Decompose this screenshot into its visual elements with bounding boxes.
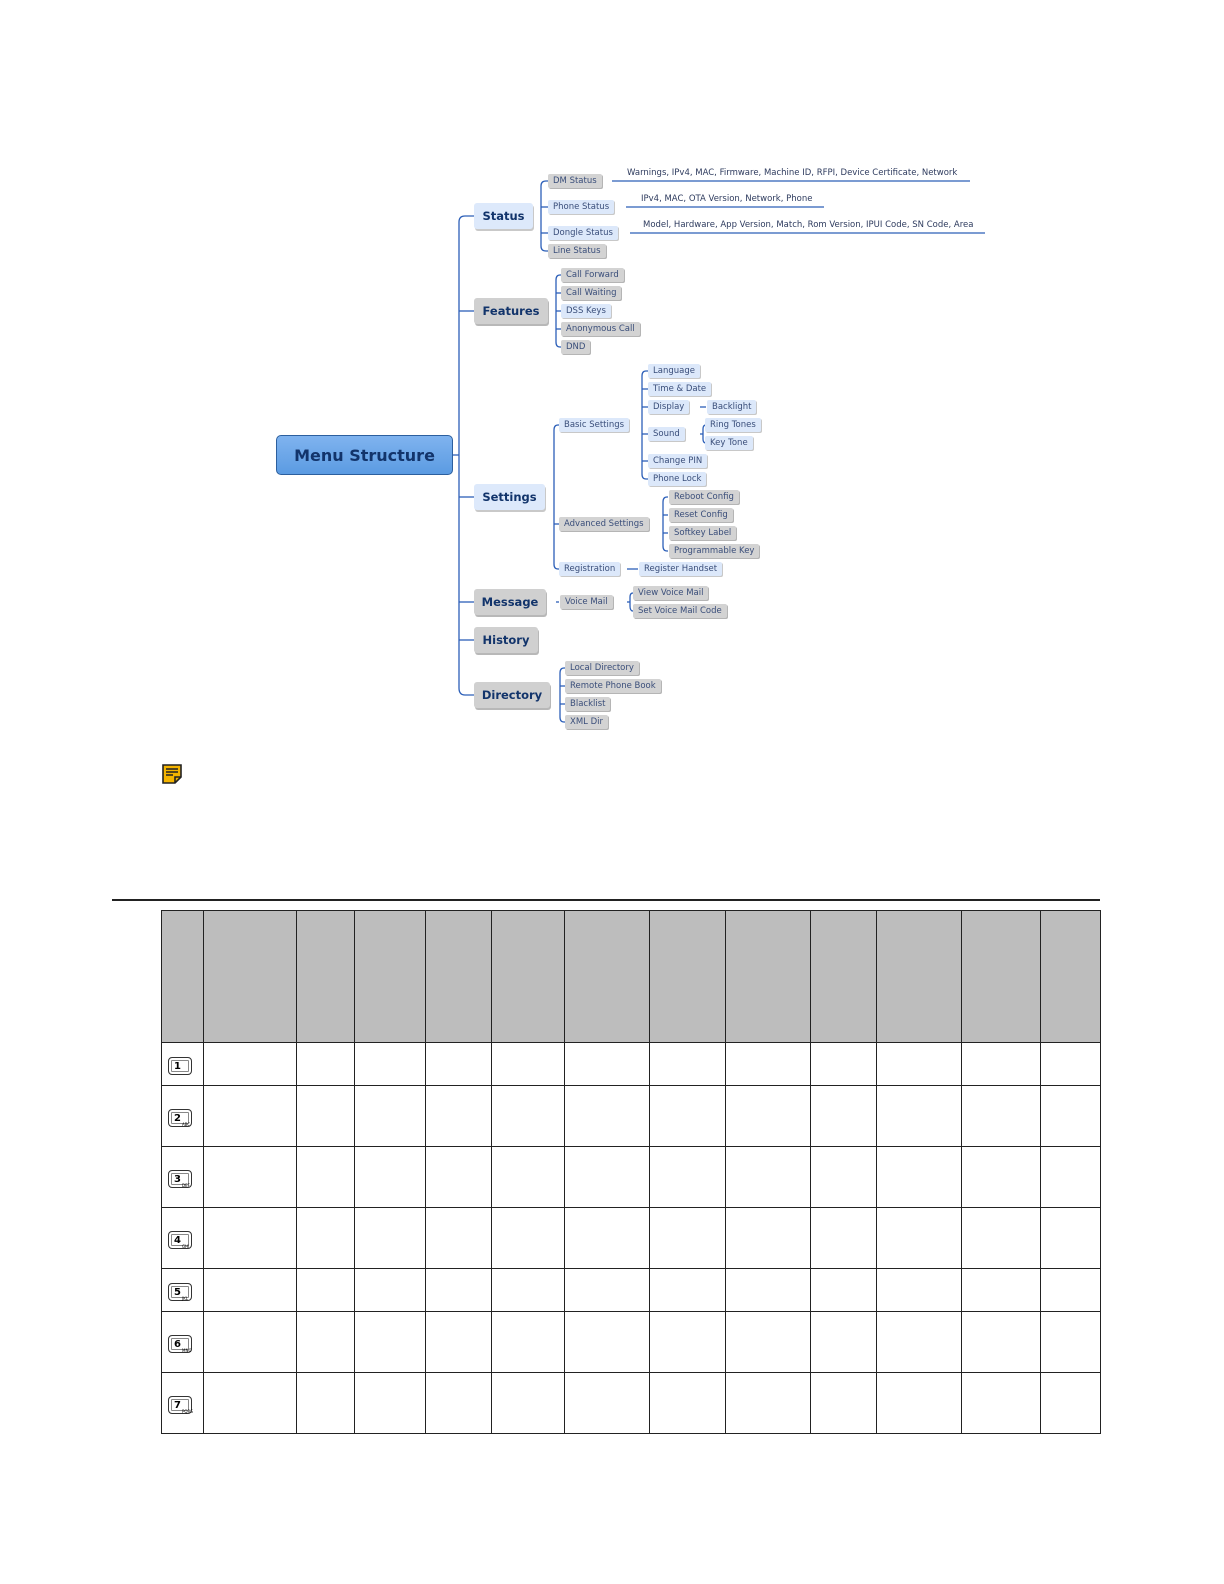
table-cell <box>426 1086 492 1147</box>
menu-structure-mindmap <box>0 0 1224 760</box>
table-cell <box>297 1043 355 1086</box>
node-local-directory: Local Directory <box>565 661 639 675</box>
table-cell <box>726 1373 811 1434</box>
table-row <box>162 1373 1101 1434</box>
node-status: Status <box>474 203 533 229</box>
keypad-key-1-icon <box>168 1057 192 1075</box>
table-cell <box>877 1147 962 1208</box>
node-voice-mail: Voice Mail <box>560 595 613 609</box>
table-row <box>162 1043 1101 1086</box>
header-cell <box>565 911 650 1043</box>
node-softkey-label: Softkey Label <box>669 526 736 540</box>
table-row <box>162 1147 1101 1208</box>
node-set-voice-mail-code: Set Voice Mail Code <box>633 604 727 618</box>
header-cell <box>204 911 297 1043</box>
phone-status-details: IPv4, MAC, OTA Version, Network, Phone <box>641 194 813 204</box>
keypad-table <box>161 910 1101 1434</box>
table-cell <box>426 1269 492 1312</box>
table-cell <box>565 1312 650 1373</box>
header-cell <box>962 911 1041 1043</box>
table-cell <box>204 1208 297 1269</box>
node-reset-config: Reset Config <box>669 508 733 522</box>
node-directory: Directory <box>474 682 550 708</box>
key-cell <box>162 1043 204 1086</box>
node-call-forward: Call Forward <box>561 268 624 282</box>
keypad-key-2-icon <box>168 1109 192 1127</box>
table-cell <box>1041 1373 1101 1434</box>
table-row <box>162 1269 1101 1312</box>
dm-status-details: Warnings, IPv4, MAC, Firmware, Machine ID, RFPI, Device Certificate, Network <box>627 168 958 178</box>
table-cell <box>492 1147 565 1208</box>
table-cell <box>297 1312 355 1373</box>
header-cell <box>162 911 204 1043</box>
table-cell <box>204 1086 297 1147</box>
table-cell <box>355 1043 426 1086</box>
node-advanced-settings: Advanced Settings <box>559 517 649 531</box>
node-remote-phone-book: Remote Phone Book <box>565 679 661 693</box>
node-backlight: Backlight <box>707 400 756 414</box>
mindmap-connectors <box>0 0 1224 760</box>
table-cell <box>650 1269 726 1312</box>
node-basic-settings: Basic Settings <box>559 418 629 432</box>
header-cell <box>811 911 877 1043</box>
keypad-key-5-icon <box>168 1283 192 1301</box>
node-time-date: Time & Date <box>648 382 711 396</box>
table-cell <box>565 1208 650 1269</box>
table-cell <box>204 1147 297 1208</box>
key-cell <box>162 1312 204 1373</box>
key-letters: MNO <box>182 1347 192 1353</box>
table-cell <box>726 1147 811 1208</box>
node-sound: Sound <box>648 427 685 441</box>
table-cell <box>355 1373 426 1434</box>
node-dongle-status: Dongle Status <box>548 226 618 240</box>
table-row <box>162 1312 1101 1373</box>
table-cell <box>726 1208 811 1269</box>
table-cell <box>492 1086 565 1147</box>
header-cell <box>650 911 726 1043</box>
node-anonymous-call: Anonymous Call <box>561 322 640 336</box>
keypad-key-3-icon <box>168 1170 192 1188</box>
table-cell <box>297 1269 355 1312</box>
table-cell <box>492 1043 565 1086</box>
keypad-key-4-icon <box>168 1231 192 1249</box>
table-cell <box>877 1208 962 1269</box>
table-cell <box>962 1208 1041 1269</box>
table-cell <box>426 1043 492 1086</box>
table-cell <box>1041 1086 1101 1147</box>
node-ring-tones: Ring Tones <box>705 418 761 432</box>
key-letters: PQRS <box>182 1408 193 1414</box>
table-cell <box>355 1147 426 1208</box>
table-cell <box>877 1043 962 1086</box>
note-icon <box>161 764 183 784</box>
node-call-waiting: Call Waiting <box>561 286 621 300</box>
table-cell <box>355 1269 426 1312</box>
table-cell <box>1041 1043 1101 1086</box>
node-settings: Settings <box>474 484 545 510</box>
node-history: History <box>474 627 538 653</box>
node-registration: Registration <box>559 562 620 576</box>
table-cell <box>962 1147 1041 1208</box>
key-cell <box>162 1373 204 1434</box>
node-programmable-key: Programmable Key <box>669 544 759 558</box>
node-xml-dir: XML Dir <box>565 715 608 729</box>
table-cell <box>811 1373 877 1434</box>
table-cell <box>1041 1312 1101 1373</box>
table-cell <box>565 1269 650 1312</box>
key-letters: GHI <box>182 1243 190 1249</box>
table-cell <box>962 1086 1041 1147</box>
table-cell <box>877 1086 962 1147</box>
key-letters: DEF <box>182 1182 190 1188</box>
table-cell <box>726 1312 811 1373</box>
header-cell <box>355 911 426 1043</box>
table-cell <box>492 1269 565 1312</box>
header-cell <box>1041 911 1101 1043</box>
key-digit: 1 <box>174 1060 181 1072</box>
table-row <box>162 1208 1101 1269</box>
table-cell <box>565 1086 650 1147</box>
table-cell <box>811 1269 877 1312</box>
node-dm-status: DM Status <box>548 174 602 188</box>
key-digit: 3 <box>174 1173 181 1185</box>
table-cell <box>650 1043 726 1086</box>
table-cell <box>811 1147 877 1208</box>
header-cell <box>426 911 492 1043</box>
table-cell <box>811 1208 877 1269</box>
node-features: Features <box>474 298 548 324</box>
node-reboot-config: Reboot Config <box>669 490 739 504</box>
key-cell <box>162 1208 204 1269</box>
table-cell <box>355 1086 426 1147</box>
table-cell <box>650 1373 726 1434</box>
node-blacklist: Blacklist <box>565 697 610 711</box>
node-message: Message <box>474 589 546 615</box>
dongle-status-details: Model, Hardware, App Version, Match, Rom Version, IPUI Code, SN Code, Area <box>643 220 974 230</box>
table-cell <box>1041 1147 1101 1208</box>
table-cell <box>962 1373 1041 1434</box>
node-phone-lock: Phone Lock <box>648 472 706 486</box>
key-digit: 5 <box>174 1286 181 1298</box>
table-cell <box>355 1208 426 1269</box>
node-display: Display <box>648 400 689 414</box>
key-cell <box>162 1269 204 1312</box>
node-line-status: Line Status <box>548 244 606 258</box>
keypad-key-6-icon <box>168 1335 192 1353</box>
table-cell <box>204 1269 297 1312</box>
table-cell <box>565 1147 650 1208</box>
table-cell <box>877 1373 962 1434</box>
key-letters: JKL <box>182 1295 189 1301</box>
table-cell <box>426 1208 492 1269</box>
header-cell <box>877 911 962 1043</box>
table-cell <box>1041 1208 1101 1269</box>
table-cell <box>297 1373 355 1434</box>
key-digit: 6 <box>174 1338 181 1350</box>
table-cell <box>204 1312 297 1373</box>
table-cell <box>297 1086 355 1147</box>
node-dnd: DND <box>561 340 590 354</box>
header-cell <box>297 911 355 1043</box>
table-cell <box>492 1208 565 1269</box>
table-cell <box>565 1043 650 1086</box>
header-cell <box>726 911 811 1043</box>
table-cell <box>726 1043 811 1086</box>
table-cell <box>811 1086 877 1147</box>
table-cell <box>426 1147 492 1208</box>
table-cell <box>426 1373 492 1434</box>
table-cell <box>297 1208 355 1269</box>
node-dss-keys: DSS Keys <box>561 304 611 318</box>
key-cell <box>162 1086 204 1147</box>
table-cell <box>726 1269 811 1312</box>
node-register-handset: Register Handset <box>639 562 722 576</box>
key-cell <box>162 1147 204 1208</box>
table-cell <box>811 1043 877 1086</box>
key-digit: 7 <box>174 1399 181 1411</box>
node-key-tone: Key Tone <box>705 436 753 450</box>
table-cell <box>962 1312 1041 1373</box>
table-cell <box>650 1312 726 1373</box>
table-cell <box>492 1373 565 1434</box>
node-view-voice-mail: View Voice Mail <box>633 586 708 600</box>
table-cell <box>877 1269 962 1312</box>
node-language: Language <box>648 364 700 378</box>
table-cell <box>204 1043 297 1086</box>
table-cell <box>426 1312 492 1373</box>
table-cell <box>297 1147 355 1208</box>
key-digit: 4 <box>174 1234 181 1246</box>
table-cell <box>650 1147 726 1208</box>
table-cell <box>650 1208 726 1269</box>
table-cell <box>726 1086 811 1147</box>
table-cell <box>355 1312 426 1373</box>
section-divider <box>112 899 1100 901</box>
table-cell <box>811 1312 877 1373</box>
table-cell <box>565 1373 650 1434</box>
table-cell <box>204 1373 297 1434</box>
mindmap-root: Menu Structure <box>276 435 453 475</box>
keypad-key-7-icon <box>168 1396 192 1414</box>
key-letters: ABC <box>182 1121 191 1127</box>
header-cell <box>492 911 565 1043</box>
table-row <box>162 1086 1101 1147</box>
key-digit: 2 <box>174 1112 181 1124</box>
node-change-pin: Change PIN <box>648 454 707 468</box>
node-phone-status: Phone Status <box>548 200 614 214</box>
table-cell <box>650 1086 726 1147</box>
table-header-row <box>162 911 1101 1043</box>
table-cell <box>492 1312 565 1373</box>
table-cell <box>962 1043 1041 1086</box>
table-cell <box>877 1312 962 1373</box>
table-cell <box>1041 1269 1101 1312</box>
table-cell <box>962 1269 1041 1312</box>
